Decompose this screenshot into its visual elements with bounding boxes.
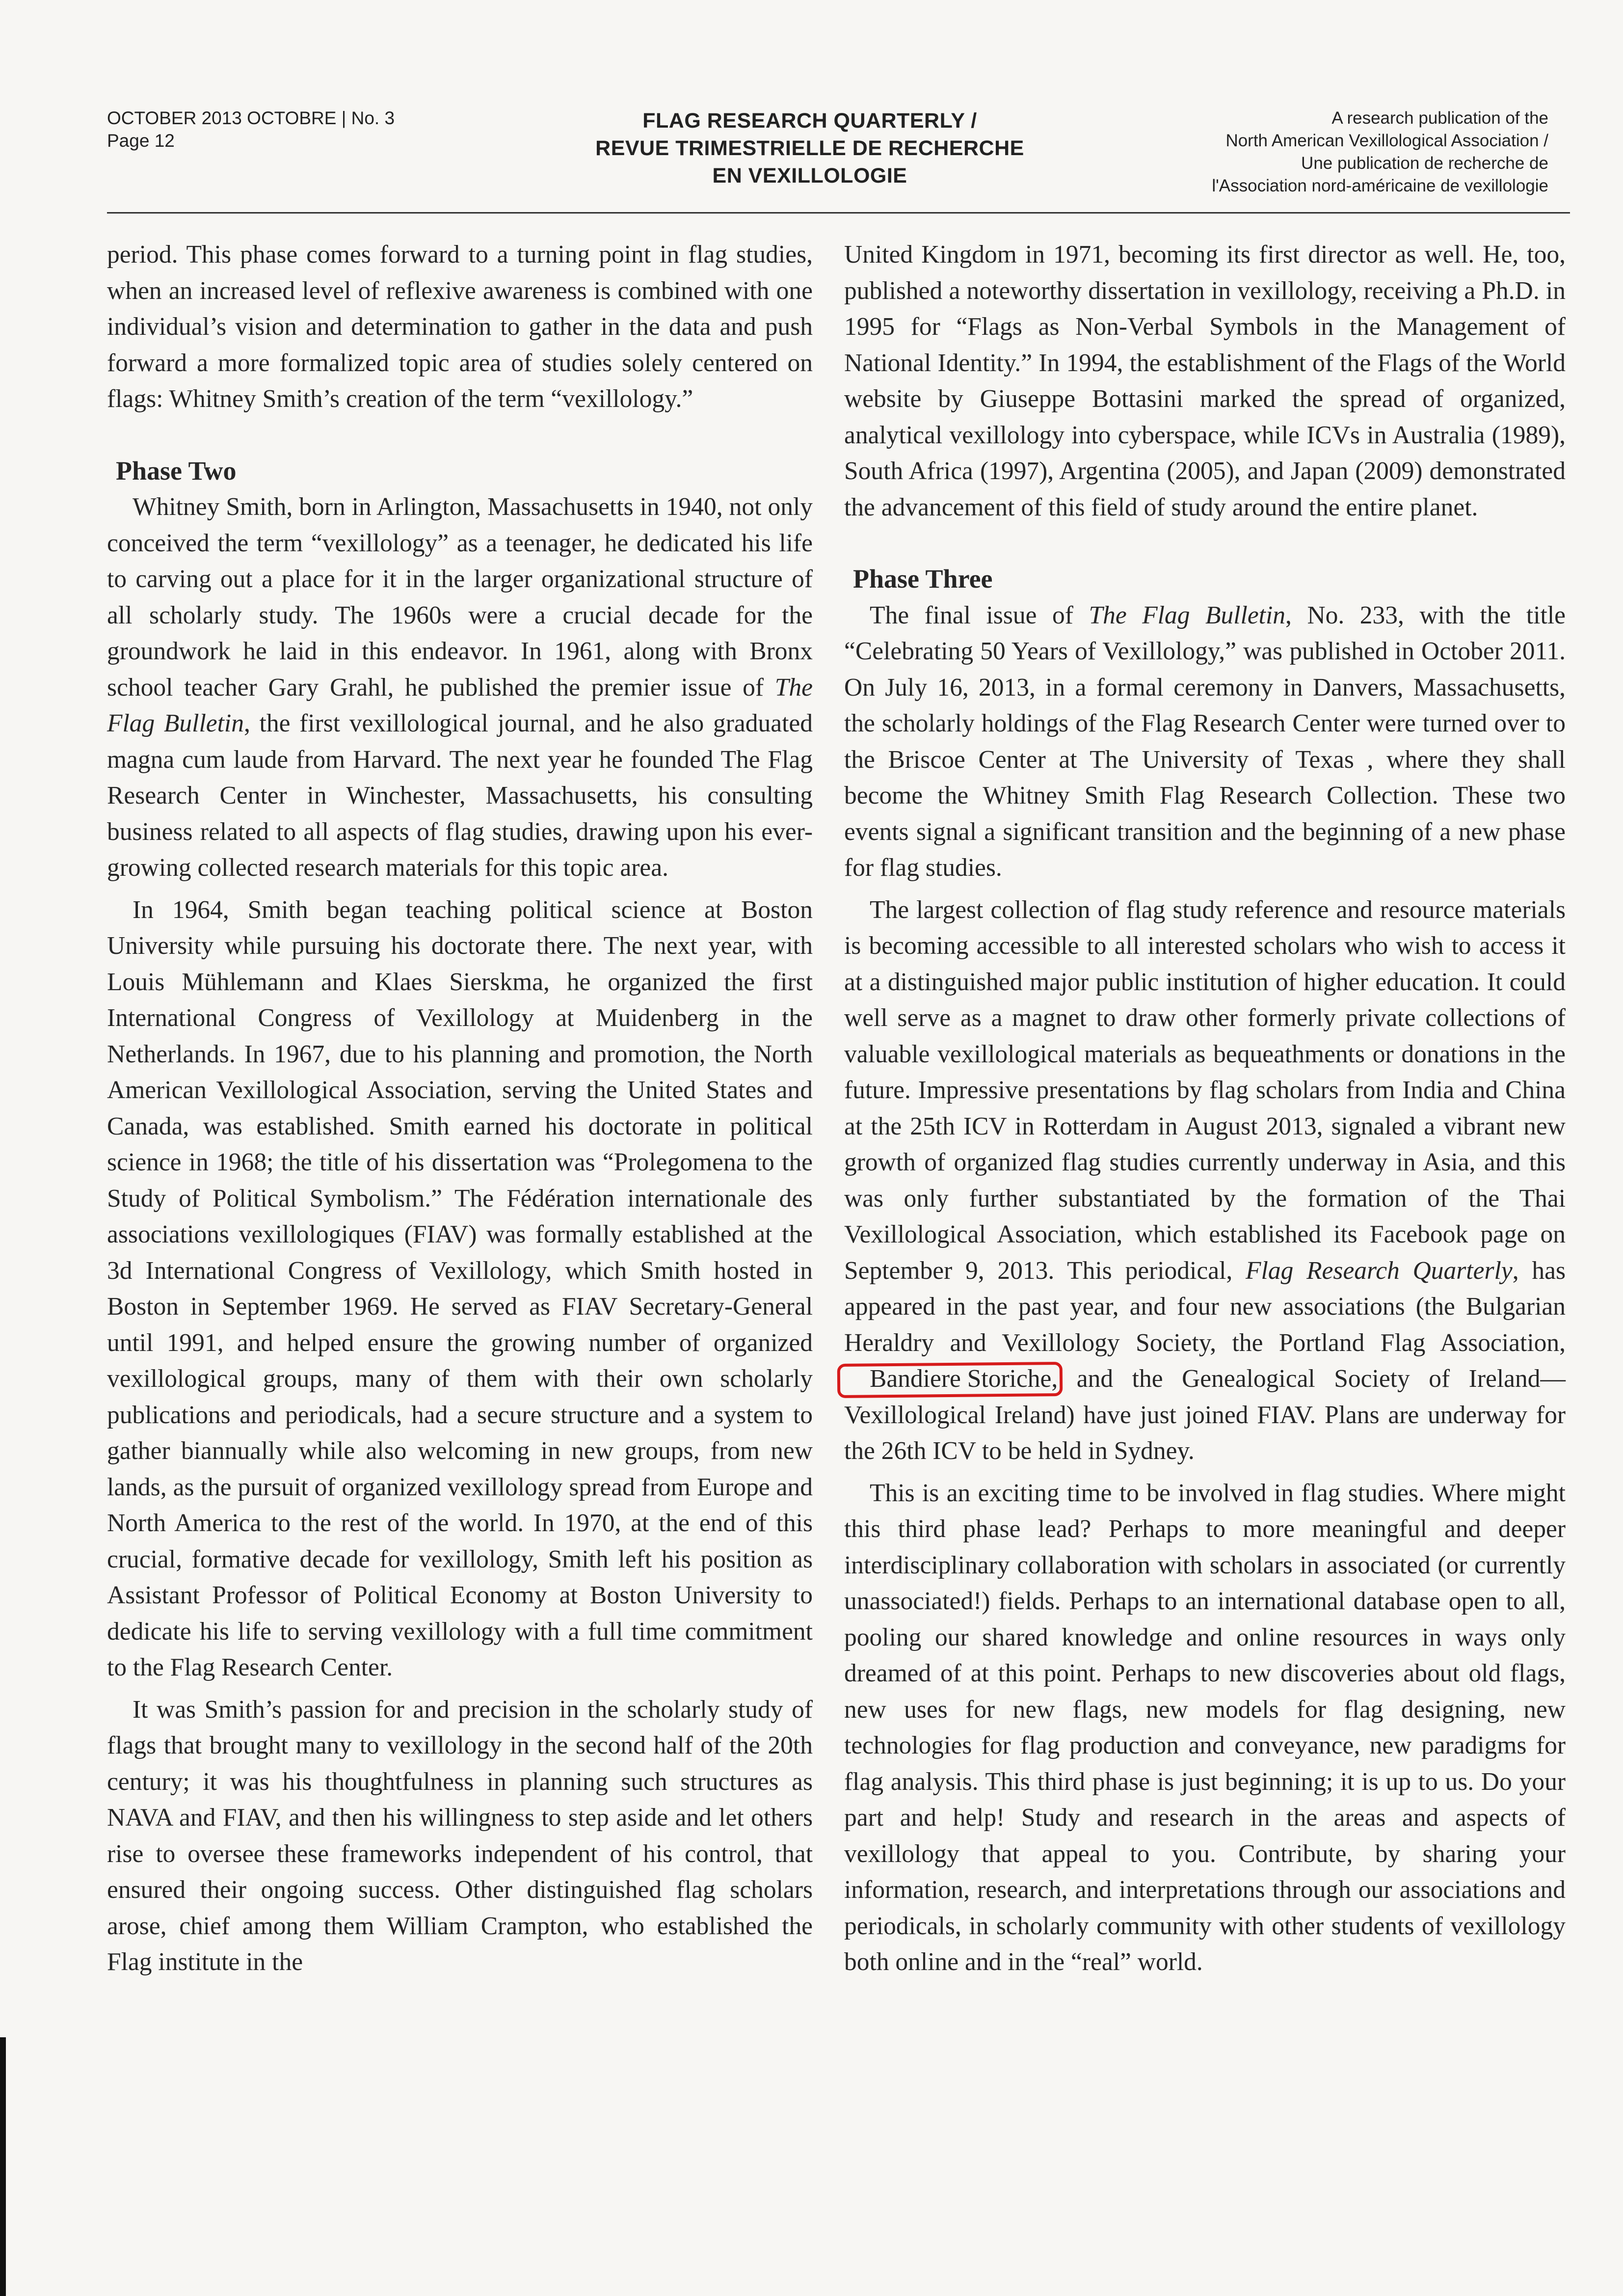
publication-title: Flag Research Quarterly xyxy=(1246,1256,1513,1285)
paragraph: It was Smith’s passion for and precision in the scholarly study of flags that brought many to vexillology in the second half of the 20th century; it was his thoughtfulness in planning such structures as NAVA and FIAV, and then his willingness to step aside and let others rise to oversee these frameworks independent of his control, that ensured their ongoing success. Other distinguished flag scholars arose, chief among them William Crampton, who established the Flag institute in the xyxy=(107,1695,813,1976)
journal-title-line: EN VEXILLOLOGIE xyxy=(712,164,907,188)
scan-edge-mark xyxy=(0,2037,6,2296)
paragraph-text: The largest collection of flag study reference and resource materials is becoming accessible to all interested scholars who wish to access it at a distinguished major public institution of higher education. It could well serve as a magnet to draw other formerly private collections of valuable vexillological materials as bequeathments or donations in the future. Impressive presentations by flag scholars from India and China at the 25th ICV in Rotterdam in August 2013, signaled a vibrant new growth of organized flag studies currently underway in Asia, and this was only further substantiated by the formation of the Thai Vexillological Association, which established its Facebook page on September 9, 2013. This periodical, xyxy=(844,895,1566,1285)
paragraph-text: The final issue of xyxy=(870,601,1073,629)
publication-title: The Flag Bulletin xyxy=(1089,601,1286,629)
publisher-line: A research publication of the xyxy=(1331,108,1548,128)
issue-info xyxy=(107,107,395,152)
paragraph xyxy=(844,892,1566,1469)
paragraph xyxy=(844,597,1566,886)
publication-title: The Flag Bulletin xyxy=(107,673,813,737)
publisher-line: North American Vexillological Association / xyxy=(1225,131,1548,150)
journal-title-line: FLAG RESEARCH QUARTERLY / xyxy=(642,109,977,133)
paragraph xyxy=(107,489,813,886)
paragraph: In 1964, Smith began teaching political science at Boston University while pursuing his doctorate there. The next year, with Louis Mühlemann and Klaes Sierskma, he organized the first International Congress of Vexillology at Muidenberg in the Netherlands. In 1967, due to his planning and promotion, the North American Vexillological Association, serving the United States and Canada, was established. Smith earned his doctorate in political science in 1968; the title of his dissertation was “Prolegomena to the Study of Political Symbolism.” The Fédération internationale des associations vexillologiques (FIAV) was formally established at the 3d International Congress of Vexillology, which Smith hosted in Boston in September 1969. He served as FIAV Secretary-General until 1991, and helped ensure the growing number of organized vexillological groups, many of them with their own scholarly publications and periodicals, had a secure structure and a system to gather biannually while also welcoming in new groups, from new lands, as the pursuit of organized vexillology spread from Europe and North America to the rest of the world. In 1970, at the end of this crucial, formative decade for vexillology, Smith left his position as Assistant Professor of Political Economy at Boston University to dedicate his life to serving vexillology with a full time commitment to the Flag Research Center. xyxy=(107,895,813,1681)
section-heading: Phase Two xyxy=(116,456,237,486)
paragraph-text: , No. 233, with the title “Celebrating 50 Years of Vexillology,” was published in October 2011. On July 16, 2013, in a formal ceremony in Danvers, Massachusetts, the scholarly holdings of the Flag Research Center were turned over to the Briscoe Center at The University of Texas , where they shall become the Whitney Smith Flag Research Collection. These two events signal a significant transition and the beginning of a new phase for flag studies. xyxy=(844,601,1566,882)
paragraph: United Kingdom in 1971, becoming its first director as well. He, too, published a noteworthy dissertation in vexillology, receiving a Ph.D. in 1995 for “Flags as Non-Verbal Symbols in the Management of National Identity.” In 1994, the establishment of the Flags of the World website by Giuseppe Bottasini marked the spread of organized, analytical vexillology into cyberspace, while ICVs in Australia (1989), South Africa (1997), Argentina (2005), and Japan (2009) demonstrated the advancement of this field of study around the entire planet. xyxy=(844,241,1566,521)
publisher-info xyxy=(1107,107,1548,197)
paragraph-text: Whitney Smith, born in Arlington, Massachusetts in 1940, not only conceived the term “vexillology” as a teenager, he dedicated his life to carving out a place for it in the larger organizational structure of all scholarly study. The 1960s were a crucial decade for the groundwork he laid in this endeavor. In 1961, along with Bronx school teacher Gary Grahl, he published the premier issue of xyxy=(107,493,813,702)
red-circled-annotation: Bandiere Storiche, xyxy=(844,1361,1058,1397)
publisher-line: l'Association nord-américaine de vexillologie xyxy=(1212,176,1548,195)
paragraph-text: and the Genealogical Society of Ireland—Vexillological Ireland) have just joined FIAV. Plans are underway for the 26th ICV to be held in Sydney. xyxy=(844,1365,1566,1465)
journal-title xyxy=(564,107,1055,189)
header-rule xyxy=(107,212,1570,214)
page-number: Page 12 xyxy=(107,131,175,151)
publisher-line: Une publication de recherche de xyxy=(1301,154,1548,173)
paragraph: period. This phase comes forward to a turning point in flag studies, when an increased level of reflexive awareness is combined with one individual’s vision and determination to gather in the data and push forward a more formalized topic area of studies solely centered on flags: Whitney Smith’s creation of the term “vexillology.” xyxy=(107,241,813,413)
left-column xyxy=(107,237,813,1980)
paragraph-text: , the first vexillological journal, and he also graduated magna cum laude from Harvard. The next year he founded The Flag Research Center in Winchester, Massachusetts, his consulting business related to all aspects of flag studies, drawing upon his ever-growing collected research materials for this topic area. xyxy=(107,709,813,882)
paragraph-text: , has appeared in the past year, and four new associations (the Bulgarian Heraldry and Vexillology Society, the Portland Flag Association, xyxy=(844,1256,1566,1357)
paragraph: This is an exciting time to be involved in flag studies. Where might this third phase lead? Perhaps to more meaningful and deeper interdisciplinary collaboration with scholars in associated (or currently unassociated!) fields. Perhaps to an international database open to all, pooling our shared knowledge and online resources in ways only dreamed of at this point. Perhaps to new discoveries about old flags, new uses for new flags, new models for flag designing, new technologies for flag production and conveyance, new paradigms for flag analysis. This third phase is just beginning; it is up to us. Do your part and help! Study and research in the areas and aspects of vexillology that appeal to you. Contribute, by sharing your information, research, and interpretations through our associations and periodicals, in scholarly community with other students of vexillology both online and in the “real” world. xyxy=(844,1479,1566,1976)
right-column xyxy=(844,237,1566,1980)
issue-date: OCTOBER 2013 OCTOBRE | No. 3 xyxy=(107,108,395,128)
journal-title-line: REVUE TRIMESTRIELLE DE RECHERCHE xyxy=(595,136,1024,160)
section-heading: Phase Three xyxy=(853,564,993,594)
